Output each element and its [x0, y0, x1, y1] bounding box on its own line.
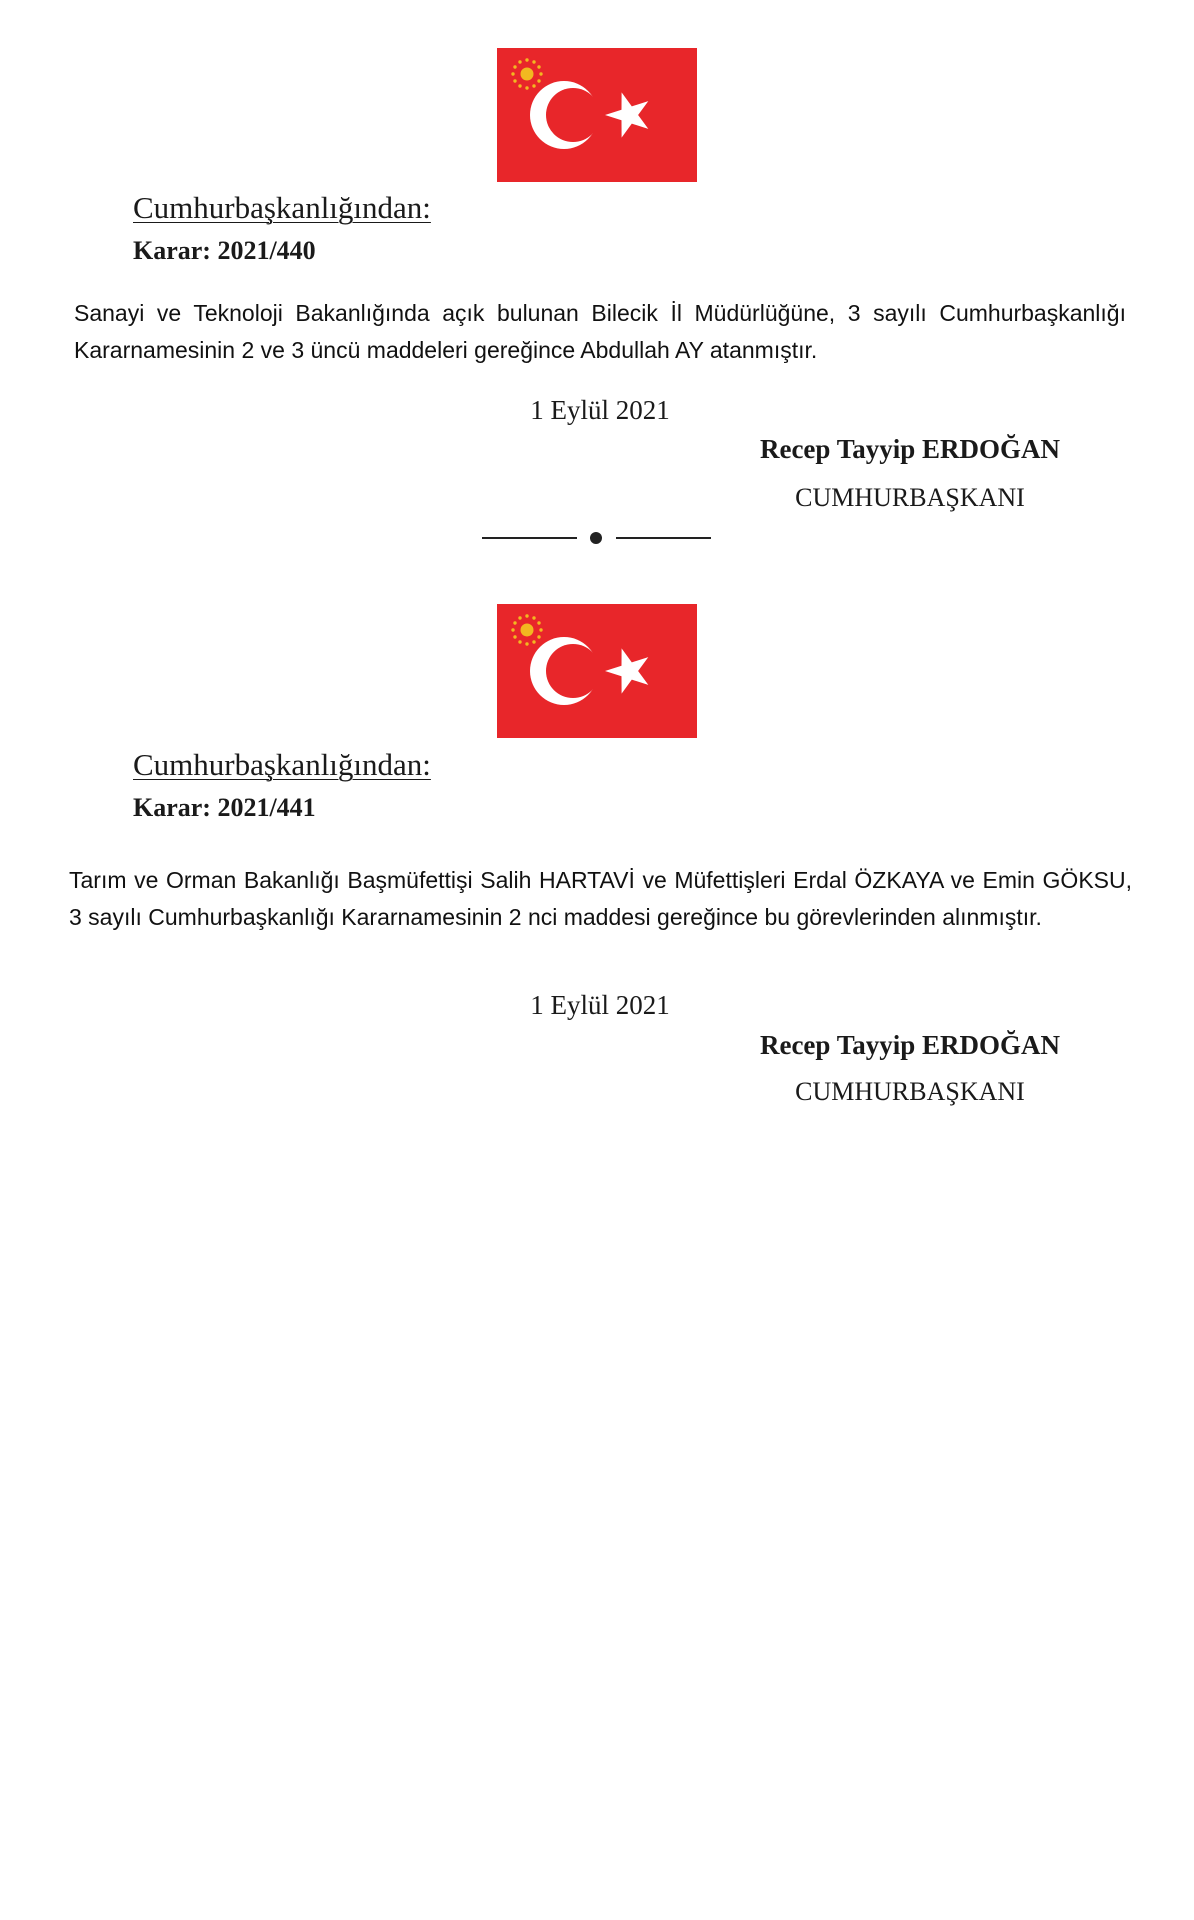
decision-body: Tarım ve Orman Bakanlığı Başmüfettişi Salih HARTAVİ ve Müfettişleri Erdal ÖZKAYA ve Emin GÖKSU, 3 sayılı Cumhurbaşkanlığı Kararnamesinin 2 nci maddesi gereğince bu görevlerinden alınmıştır.: [69, 867, 1132, 930]
turkish-flag-icon: [497, 604, 697, 738]
decision-date: 1 Eylül 2021: [530, 395, 670, 425]
section-separator: [482, 520, 714, 550]
decision-date: 1 Eylül 2021: [530, 990, 670, 1020]
signer-title: CUMHURBAŞKANI: [795, 483, 1025, 512]
turkish-flag-icon: [497, 48, 697, 182]
decision-heading: Cumhurbaşkanlığından:: [133, 190, 431, 225]
signer-name: Recep Tayyip ERDOĞAN: [759, 1030, 1061, 1060]
decision-heading: Cumhurbaşkanlığından:: [133, 747, 431, 782]
separator-dot-icon: [590, 532, 602, 544]
decision-number: Karar: 2021/441: [133, 793, 316, 822]
decision-number: Karar: 2021/440: [133, 236, 316, 265]
separator-line-right: [616, 537, 711, 539]
separator-line-left: [482, 537, 577, 539]
decision-body: Sanayi ve Teknoloji Bakanlığında açık bulunan Bilecik İl Müdürlüğüne, 3 sayılı Cumhurbaşkanlığı Kararnamesinin 2 ve 3 üncü maddeleri gereğince Abdullah AY atanmıştır.: [74, 300, 1126, 363]
signer-title: CUMHURBAŞKANI: [795, 1077, 1025, 1106]
signer-name: Recep Tayyip ERDOĞAN: [759, 434, 1061, 464]
